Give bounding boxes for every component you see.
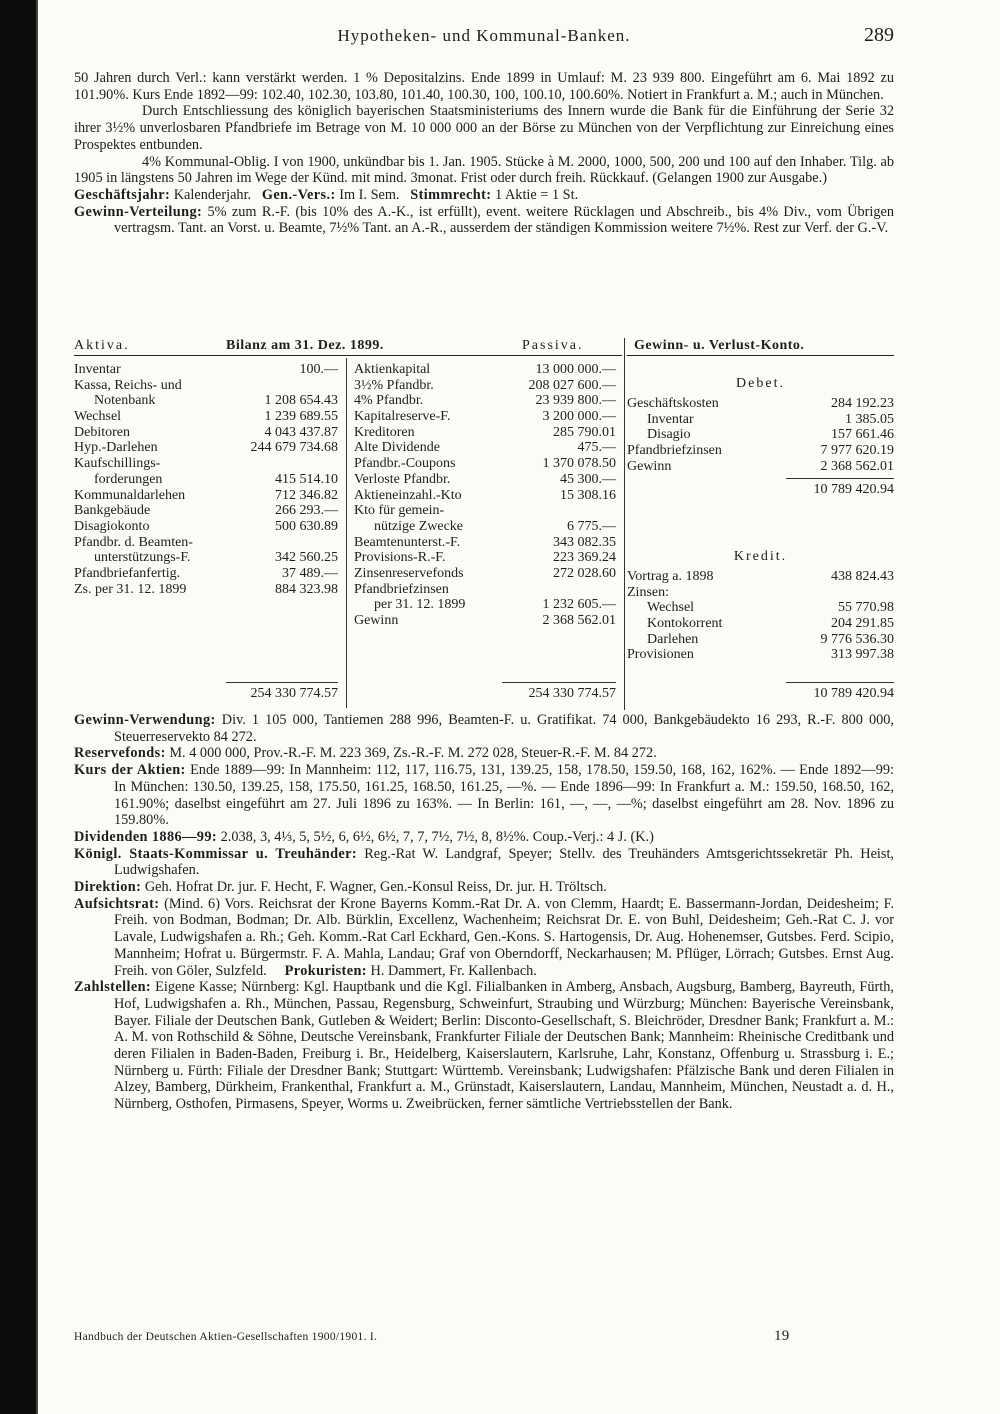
passiva-row-amount: 272 028.60	[553, 565, 616, 581]
paragraph-dividenden	[74, 829, 894, 846]
aktiva-row-label: Wechsel	[74, 409, 122, 425]
scan-edge-line	[36, 0, 38, 1414]
passiva-row	[354, 519, 616, 535]
kredit-row-label: Darlehen	[647, 631, 699, 647]
text-dividenden: 2.038, 3, 4⅓, 5, 5½, 6, 6½, 6½, 7, 7, 7½, 7½, 8, 8½%. Coup.-Verj.: 4 J. (K.)	[220, 828, 654, 845]
kredit-row-label: Kontokorrent	[647, 616, 723, 632]
aktiva-row	[74, 362, 338, 378]
passiva-row	[354, 393, 616, 409]
aktiva-column	[74, 362, 338, 597]
kredit-row-amount: 204 291.85	[831, 616, 894, 632]
label-prokuristen: Prokuristen:	[284, 962, 367, 979]
passiva-row	[354, 440, 616, 456]
debet-row-label: Pfandbriefzinsen	[627, 443, 722, 459]
passiva-row-amount: 2 368 562.01	[542, 613, 616, 628]
aktiva-heading: Aktiva.	[74, 338, 130, 353]
passiva-row	[354, 566, 616, 582]
passiva-row	[354, 613, 616, 629]
passiva-row-label: Pfandbriefzinsen	[354, 581, 449, 597]
label-geschaeftsjahr: Geschäftsjahr:	[74, 186, 171, 203]
kredit-row-amount: 313 997.38	[831, 647, 894, 663]
label-zahlstellen: Zahlstellen:	[74, 979, 152, 996]
kredit-row	[627, 585, 894, 601]
text-kurs: Ende 1889—99: In Mannheim: 112, 117, 116.75, 131, 139.25, 158, 178.50, 159.50, 168, 162, 162%. — Ende 1892—99: In München: 130.50, 139.25, 158, 175.50, 161.25, 168.50, 161.25, —%. — Ende 1896—99: In Frankfurt a. M.: 159.50, 168.50, 162, 161.90%; daselbst eingeführt am 27. Juli 1896 zu 163%. — In Berlin: 161, —, —, —%; daselbst eingeführt am 28. Nov. 1896 zu 159.80%.	[114, 762, 894, 829]
aktiva-row	[74, 550, 338, 566]
aktiva-row	[74, 488, 338, 504]
text-zahlstellen: Eigene Kasse; Nürnberg: Kgl. Hauptbank und die Kgl. Filialbanken in Amberg, Ansbach, Augsburg, Bamberg, Bayreuth, Fürth, Hof, Ludwigshafen a. Rh., München, Passau, Regensburg, Schweinfurt, Straubing und Würzburg; München: Bayerische Vereinsbank, Bayer. Filiale der Deutschen Bank, Gutleben & Weidert; Berlin: Disconto-Gesellschaft, S. Bleichröder, Dresdner Bank; Frankfurt a. M.: A. M. von Rothschild & Söhne, Deutsche Vereinsbank, Frankfurter Filiale der Deutschen Bank; Mannheim: Rheinische Creditbank und deren Filialen in Baden-Baden, Freiburg i. Br., Heidelberg, Kaiserslautern, Karlsruhe, Lahr, Konstanz, Offenburg u. Strassburg i. E.; Nürnberg u. Fürth: Filiale der Dresdner Bank; Stuttgart: Württemb. Vereinsbank; Ludwigshafen: Pfälzische Bank und deren Filialen in Alzey, Bamberg, Dürkheim, Frankenthal, Frankfurt a. M., Grünstadt, Kaiserslautern, Landau, Mannheim, München, Neustadt a. d. H., Nürnberg, Osthofen, Pirmasens, Speyer, Worms u. Zweibrücken, ferner sämtliche Vertriebsstellen der Bank.	[114, 979, 894, 1113]
aktiva-row	[74, 582, 338, 598]
passiva-column	[354, 362, 616, 629]
guv-divider	[624, 338, 625, 710]
aktiva-row-label: Pfandbriefanfertig.	[74, 565, 181, 581]
aktiva-total-row	[74, 686, 338, 702]
passiva-row	[354, 378, 616, 394]
passiva-sum-rule	[502, 682, 616, 683]
paragraph-ministry-decision: Durch Entschliessung des königlich bayerischen Staatsministeriums des Innern wurde die Bank für die Einführung der Serie 32 ihrer 3½% unverlosbaren Pfandbriefe im Betrage von M. 10 000 000 an der Börse zu München von der Verpflichtung zur Einreichung eines Prospektes entbunden.	[74, 103, 894, 153]
text-gewinn-verwendung: Div. 1 105 000, Tantiemen 288 996, Beamten-F. u. Gratifikat. 74 000, Bankgebäudekto 16 293, R.-F. 800 000, Steuerreservekto 84 272.	[114, 712, 895, 745]
passiva-row-label: Beamtenunterst.-F.	[354, 534, 461, 550]
passiva-row-label: nützige Zwecke	[374, 518, 464, 534]
text-gen-vers: Im I. Sem.	[339, 186, 400, 203]
debet-row-amount: 157 661.46	[831, 427, 894, 443]
aktiva-row	[74, 472, 338, 488]
passiva-row-amount: 1 232 605.—	[542, 597, 616, 613]
aktiva-row	[74, 456, 338, 472]
passiva-row-label: per 31. 12. 1899	[374, 597, 466, 613]
passiva-row	[354, 409, 616, 425]
aktiva-row-amount: 4 043 437.87	[264, 424, 338, 440]
aktiva-row-label: Zs. per 31. 12. 1899	[74, 581, 187, 597]
passiva-row-amount: 45 300.—	[560, 471, 616, 487]
passiva-row	[354, 456, 616, 472]
kredit-total: 10 789 420.94	[813, 686, 894, 701]
aktiva-row-label: Bankgebäude	[74, 503, 151, 519]
kredit-row	[627, 600, 894, 616]
kredit-row-label: Wechsel	[647, 600, 695, 616]
aktiva-row	[74, 535, 338, 551]
aktiva-row	[74, 440, 338, 456]
kredit-row-amount: 438 824.43	[831, 569, 894, 584]
text-geschaeftsjahr: Kalenderjahr.	[173, 186, 252, 203]
label-kurs: Kurs der Aktien:	[74, 762, 186, 779]
kredit-row-amount: 9 776 536.30	[820, 631, 894, 647]
passiva-row-label: Kto für gemein-	[354, 503, 445, 519]
passiva-row-label: Zinsenreservefonds	[354, 565, 464, 581]
passiva-row-amount: 3 200 000.—	[542, 409, 616, 425]
passiva-row-label: Pfandbr.-Coupons	[354, 456, 456, 472]
debet-row-label: Inventar	[647, 411, 694, 427]
aktiva-row-label: Notenbank	[94, 393, 156, 409]
kredit-total-row	[627, 686, 894, 702]
passiva-total: 254 330 774.57	[528, 686, 616, 701]
debet-heading: Debet.	[736, 376, 785, 391]
text-gewinn-verteilung: 5% zum R.-F. (bis 10% des A.-K., ist erfüllt), event. weitere Rücklagen und Abschreib., bis 4% Div., vom Übrigen vertragsm. Tant. an Vorst. u. Beamte, 7½% Tant. an A.-R., ausserdem der ständigen Kommission weitere 7½%. Rest zur Verf. der G.-V.	[114, 203, 894, 237]
kredit-row	[627, 569, 894, 585]
passiva-row-amount: 15 308.16	[560, 487, 616, 503]
aktiva-row-amount: 244 679 734.68	[250, 440, 338, 456]
text-prokuristen: H. Dammert, Fr. Kallenbach.	[370, 962, 537, 979]
aktiva-row	[74, 409, 338, 425]
passiva-heading: Passiva.	[522, 338, 584, 353]
passiva-row-label: Aktienkapital	[354, 362, 431, 377]
running-title: Hypotheken- und Kommunal-Banken.	[337, 26, 631, 45]
aktiva-row-label: Inventar	[74, 362, 121, 377]
paragraph-business-year	[74, 187, 894, 204]
debet-row	[627, 443, 894, 459]
passiva-row-amount: 1 370 078.50	[542, 456, 616, 472]
scan-edge	[0, 0, 36, 1414]
paragraph-kurs	[74, 762, 894, 829]
passiva-row-amount: 208 027 600.—	[528, 377, 616, 393]
debet-sum-rule	[786, 478, 894, 479]
label-aufsichtsrat: Aufsichtsrat:	[74, 895, 160, 912]
passiva-row	[354, 425, 616, 441]
aktiva-row-label: Hyp.-Darlehen	[74, 440, 158, 456]
debet-row-amount: 2 368 562.01	[820, 458, 894, 474]
label-direktion: Direktion:	[74, 879, 142, 896]
kredit-row	[627, 616, 894, 632]
passiva-row	[354, 597, 616, 613]
passiva-row	[354, 582, 616, 598]
bilanz-title: Bilanz am 31. Dez. 1899.	[226, 338, 384, 353]
passiva-row-amount: 23 939 800.—	[535, 393, 616, 409]
aktiva-row-amount: 415 514.10	[275, 471, 338, 487]
aktiva-sum-rule	[226, 682, 338, 683]
debet-row	[627, 412, 894, 428]
passiva-row-label: 3½% Pfandbr.	[354, 377, 434, 393]
aktiva-row	[74, 425, 338, 441]
aktiva-row-label: forderungen	[94, 471, 163, 487]
debet-row-amount: 1 385.05	[845, 411, 894, 427]
debet-column	[627, 396, 894, 474]
paragraph-aufsichtsrat	[74, 896, 894, 980]
passiva-total-row	[354, 686, 616, 702]
aktiva-row-label: Debitoren	[74, 424, 130, 440]
passiva-row-label: Provisions-R.-F.	[354, 550, 446, 566]
kredit-row-label: Vortrag a. 1898	[627, 569, 714, 584]
aktiva-total: 254 330 774.57	[250, 686, 338, 701]
balance-top-rule	[74, 355, 622, 356]
paragraph-kommissar	[74, 846, 894, 879]
label-gewinn-verwendung: Gewinn-Verwendung:	[74, 712, 216, 728]
aktiva-row	[74, 566, 338, 582]
guv-title: Gewinn- u. Verlust-Konto.	[634, 338, 805, 353]
debet-row-label: Geschäftskosten	[627, 396, 719, 411]
debet-row-label: Gewinn	[627, 458, 672, 474]
paragraph-pfandbrief-notes: 50 Jahren durch Verl.: kann verstärkt werden. 1 % Depositalzins. Ende 1899 in Umlauf: M. 23 939 800. Eingeführt am 6. Mai 1892 zu 101.90%. Kurs Ende 1892—99: 102.40, 102.30, 103.80, 101.40, 100.30, 100, 100.10, 100.60%. Notiert in Frankfurt a. M.; auch in München.	[74, 70, 894, 103]
page-number: 289	[864, 24, 894, 46]
passiva-row	[354, 362, 616, 378]
passiva-row-amount: 475.—	[577, 440, 616, 456]
aktiva-row-label: Kassa, Reichs- und	[74, 377, 182, 393]
passiva-row-label: Alte Dividende	[354, 440, 440, 456]
text-direktion: Geh. Hofrat Dr. jur. F. Hecht, F. Wagner, Gen.-Konsul Reiss, Dr. jur. H. Tröltsch.	[144, 879, 607, 896]
passiva-row-label: Kreditoren	[354, 424, 415, 440]
aktiva-row-amount: 1 239 689.55	[264, 409, 338, 425]
aktiva-row	[74, 393, 338, 409]
aktiva-row	[74, 519, 338, 535]
kredit-row-label: Zinsen:	[627, 584, 669, 600]
balance-sheet	[74, 338, 894, 710]
kredit-row-amount: 55 770.98	[838, 600, 894, 616]
aktiva-row-label: Kaufschillings-	[74, 456, 161, 472]
text-reservefonds: M. 4 000 000, Prov.-R.-F. M. 223 369, Zs.-R.-F. M. 272 028, Steuer-R.-F. M. 84 272.	[169, 745, 657, 762]
text-aufsichtsrat: (Mind. 6) Vors. Reichsrat der Krone Bayerns Komm.-Rat Dr. A. von Clemm, Haardt; E. Bassermann-Jordan, Deidesheim; F. Freih. von Bodman, Bodman; Dr. Alb. Bürklin, Excellenz, Wachenheim; Reichsrat Dr. E. von Buhl, Deidesheim; Geh.-Rat C. J. vor Lavale, Ludwigshafen a. Rh.; Geh. Komm.-Rat Carl Eckhard, Gen.-Kons. S. Hartogensis, Dr. Aug. Hohenemser, Gutsbes. Ferd. Scipio, Mannheim; Hofrat u. Bürgermstr. F. A. Mahla, Landau; Graf von Oberndorff, Neckarhausen; M. Pflüger, Lörrach; Gutsbes. Ernst Aug. Freih. von Göler, Sulzfeld.	[114, 895, 894, 979]
passiva-row-label: Aktieneinzahl.-Kto	[354, 487, 462, 503]
debet-row	[627, 459, 894, 475]
label-stimmrecht: Stimmrecht:	[410, 186, 492, 203]
debet-row-amount: 7 977 620.19	[820, 443, 894, 459]
label-gewinn-verteilung: Gewinn-Verteilung:	[74, 203, 203, 220]
label-kommissar: Königl. Staats-Kommissar u. Treuhänder:	[74, 845, 358, 862]
paragraph-gewinn-verteilung	[74, 204, 894, 237]
aktiva-row-amount: 712 346.82	[275, 487, 338, 503]
kredit-sum-rule	[786, 682, 894, 683]
aktiva-row-amount: 500 630.89	[275, 518, 338, 534]
label-dividenden: Dividenden 1886—99:	[74, 828, 218, 845]
debet-row-label: Disagio	[647, 427, 691, 443]
passiva-row-amount: 13 000 000.—	[535, 362, 616, 377]
debet-total-row	[627, 482, 894, 498]
aktiva-row-label: Pfandbr. d. Beamten-	[74, 534, 193, 550]
bottom-section	[74, 712, 894, 1113]
passiva-row	[354, 503, 616, 519]
passiva-row	[354, 488, 616, 504]
passiva-row-label: Kapitalreserve-F.	[354, 409, 451, 425]
passiva-row-amount: 285 790.01	[553, 424, 616, 440]
kredit-row-label: Provisionen	[627, 647, 694, 663]
balance-divider	[346, 358, 347, 708]
passiva-row	[354, 535, 616, 551]
paragraph-kommunal-oblig: 4% Kommunal-Oblig. I von 1900, unkündbar bis 1. Jan. 1905. Stücke à M. 2000, 1000, 500, 200 und 100 auf den Inhaber. Tilg. ab 1905 in längstens 50 Jahren im Wege der Künd. mit mind. 3monat. Frist oder durch freih. Rückkauf. (Gelangen 1900 zur Ausgabe.)	[74, 153, 894, 187]
text-stimmrecht: 1 Aktie = 1 St.	[495, 186, 579, 203]
passiva-row	[354, 472, 616, 488]
aktiva-row-label: Disagiokonto	[74, 518, 150, 534]
paragraph-zahlstellen	[74, 979, 894, 1113]
aktiva-row-label: Kommunaldarlehen	[74, 487, 186, 503]
aktiva-row-amount: 342 560.25	[275, 550, 338, 566]
debet-total: 10 789 420.94	[813, 482, 894, 497]
guv-top-rule	[627, 355, 894, 356]
aktiva-row-amount: 37 489.—	[282, 565, 338, 581]
aktiva-row	[74, 503, 338, 519]
aktiva-row-amount: 266 293.—	[275, 503, 338, 519]
passiva-row-label: Gewinn	[354, 613, 399, 628]
passiva-row	[354, 550, 616, 566]
paragraph-gewinn-verwendung	[74, 712, 894, 745]
page-footer	[74, 1328, 894, 1344]
debet-row-amount: 284 192.23	[831, 396, 894, 411]
debet-row	[627, 396, 894, 412]
label-gen-vers: Gen.-Vers.:	[261, 186, 336, 203]
kredit-column	[627, 569, 894, 663]
aktiva-row-amount: 100.—	[299, 362, 338, 377]
aktiva-row	[74, 378, 338, 394]
passiva-row-amount: 223 369.24	[553, 550, 616, 566]
aktiva-row-amount: 884 323.98	[275, 581, 338, 597]
kredit-heading: Kredit.	[733, 549, 788, 564]
running-header	[74, 22, 894, 52]
footer-text: Handbuch der Deutschen Aktien-Gesellschaften 1900/1901. I.	[74, 1331, 378, 1343]
passiva-row-amount: 6 775.—	[567, 518, 616, 534]
paragraph-reservefonds	[74, 745, 894, 762]
passiva-row-label: 4% Pfandbr.	[354, 393, 424, 409]
debet-row	[627, 427, 894, 443]
text-kommissar: Reg.-Rat W. Landgraf, Speyer; Stellv. des Treuhänders Amtsgerichtssekretär Ph. Heist, Ludwigshafen.	[114, 845, 894, 879]
aktiva-row-amount: 1 208 654.43	[264, 393, 338, 409]
top-section	[74, 70, 894, 237]
paragraph-direktion	[74, 879, 894, 896]
signature-mark: 19	[774, 1328, 790, 1344]
kredit-row	[627, 647, 894, 663]
aktiva-row-label: unterstützungs-F.	[94, 550, 191, 566]
passiva-row-label: Verloste Pfandbr.	[354, 471, 451, 487]
label-reservefonds: Reservefonds:	[74, 745, 166, 762]
kredit-row	[627, 632, 894, 648]
passiva-row-amount: 343 082.35	[553, 534, 616, 550]
